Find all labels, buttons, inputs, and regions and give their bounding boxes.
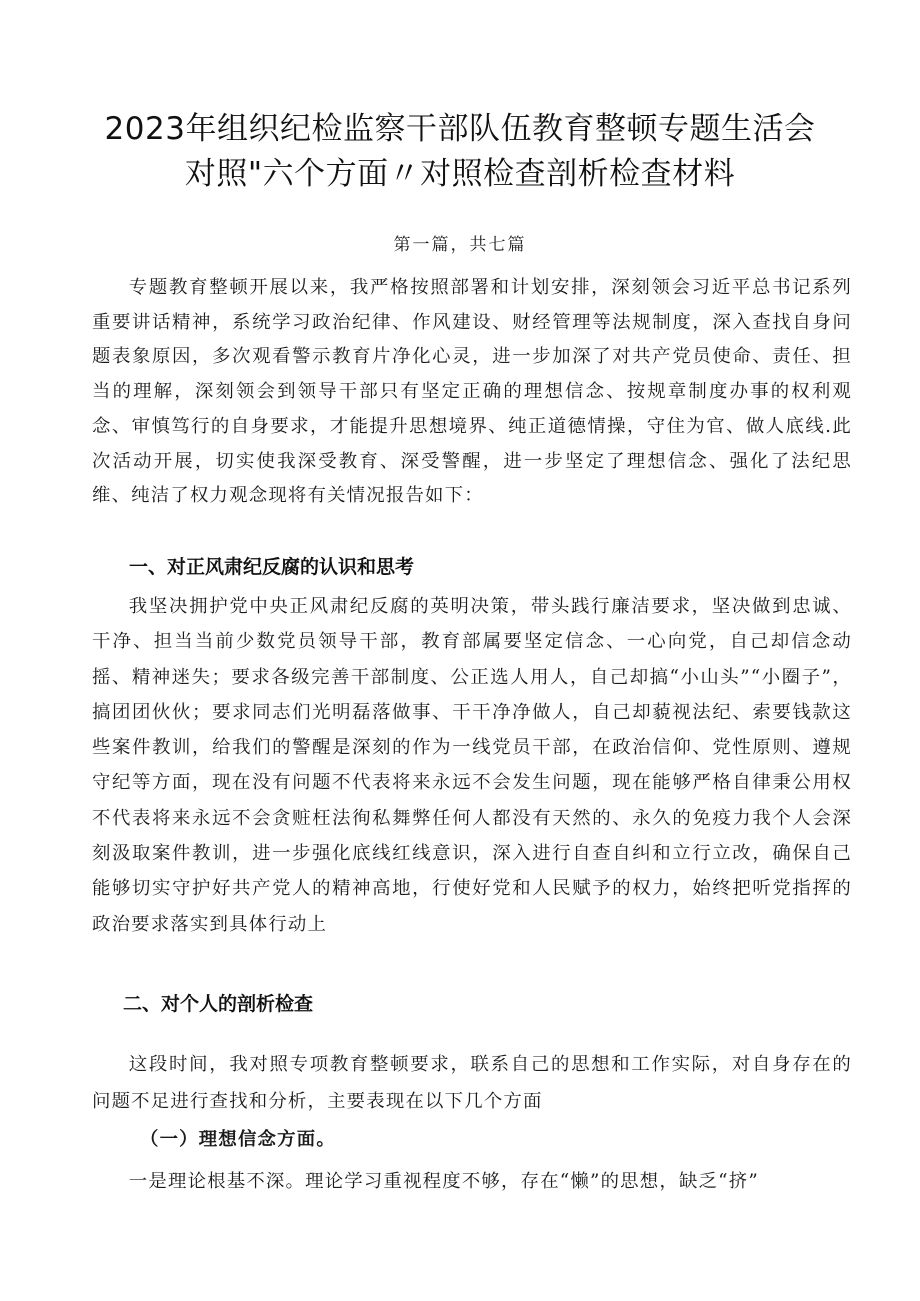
subsection-paragraph-1: 一是理论根基不深。理论学习重视程度不够，存在“懒”的思想，缺乏“挤” xyxy=(128,1171,759,1192)
section-heading-1: 一、对正风肃纪反腐的认识和思考 xyxy=(129,556,415,578)
section-paragraph-1: 我坚决拥护党中央正风肃纪反腐的英明决策，带头践行廉洁要求，坚决做到忠诚、干净、担当当前少数党员领导干部，教育部属要坚定信念、一心向党，自己却信念动摇、精神迷失；要求各级完善干部制度、公正选人用人，自己却搞“小山头”“小圈子”，搞团团伙伙；要求同志们光明磊落做事、干干净净做人，自己却藐视法纪、索要钱款这些案件教训，给我们的警醒是深刻的作为一线党员干部，在政治信仰、党性原则、遵规守纪等方面，现在没有问题不代表将来永远不会发生问题，现在能够严格自律秉公用权不代表将来永远不会贪赃枉法徇私舞弊任何人都没有天然的、永久的免疫力我个人会深刻汲取案件教训，进一步强化底线红线意识，深入进行自查自纠和立行立改，确保自己能够切实守护好共产党人的精神高地，行使好党和人民赋予的权力，始终把听党指挥的政治要求落实到具体行动上 xyxy=(92,596,852,935)
document-title: 2023年组织纪检监察干部队伍教育整顿专题生活会对照"六个方面〃对照检查剖析检查材料 xyxy=(104,111,816,192)
document-subtitle: 第一篇，共七篇 xyxy=(393,235,527,255)
section-heading-2: 二、对个人的剖析检查 xyxy=(123,993,314,1015)
subsection-heading-1: （一）理想信念方面。 xyxy=(140,1129,336,1150)
section-paragraph-2: 这段时间，我对照专项教育整顿要求，联系自己的思想和工作实际，对自身存在的问题不足进行查找和分析，主要表现在以下几个方面 xyxy=(92,1054,852,1112)
intro-paragraph: 专题教育整顿开展以来，我严格按照部署和计划安排，深刻领会习近平总书记系列重要讲话精神，系统学习政治纪律、作风建设、财经管理等法规制度，深入查找自身问题表象原因，多次观看警示教育片净化心灵，进一步加深了对共产党员使命、责任、担当的理解，深刻领会到领导干部只有坚定正确的理想信念、按规章制度办事的权利观念、审慎笃行的自身要求，才能提升思想境界、纯正道德情操，守住为官、做人底线.此次活动开展，切实使我深受教育、深受警醒，进一步坚定了理想信念、强化了法纪思维、纯洁了权力观念现将有关情况报告如下： xyxy=(92,277,852,507)
